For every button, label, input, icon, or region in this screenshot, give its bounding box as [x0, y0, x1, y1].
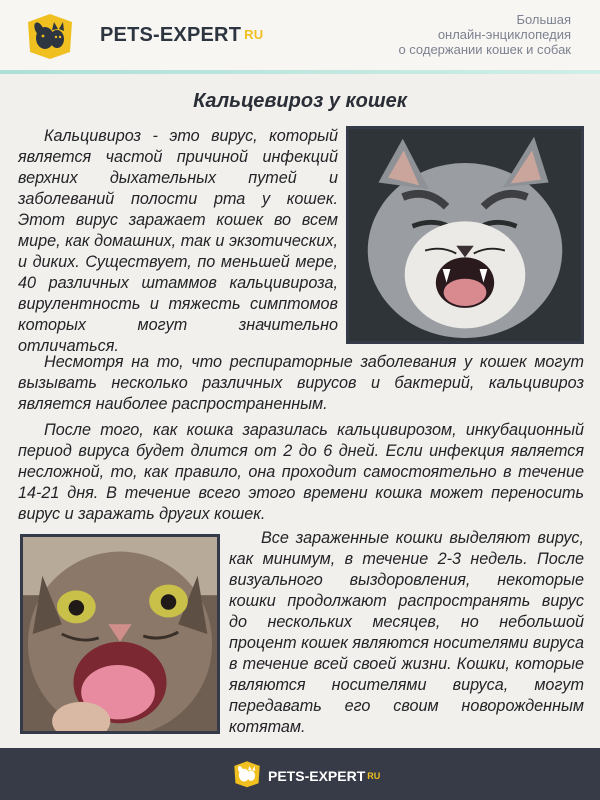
article-paragraph: Несмотря на то, что респираторные заболевания у кошек могут вызывать несколько различных вирусов и бактерий, кальцивироз является наиболее распространенным.	[18, 353, 584, 413]
footer-logo-text[interactable]: PETS-EXPERT RU	[268, 768, 381, 784]
article-paragraph: Все зараженные кошки выделяют вирус, как минимум, в течение 2-3 недель. После визуального выздоровления, некоторые кошки продолжают распространять вирус до нескольких месяцев, но небольшой процент кошек являются носителями вируса в течение всей своей жизни. Кошки, которые являются носителями вируса, могут передавать его своим новорожденным котятам.	[229, 529, 584, 736]
dog-and-cat-logo-icon[interactable]	[232, 760, 262, 788]
site-logo-text[interactable]: PETS-EXPERT RU	[100, 24, 264, 46]
article-paragraph: Кальцивироз - это вирус, который является частой причиной инфекций верхних дыхательных путей и заболеваний полости рта у кошек. Этот вирус заражает кошек во всем мире, как домашних, так и экзотических, и диких. Существует, по меньшей мере, 40 различных штаммов кальцивироза, вирулентность и тяжесть симптомов которых могут значительно отличаться.	[18, 127, 338, 355]
article-paragraph: После того, как кошка заразилась кальцивирозом, инкубационный период вируса будет длится от 2 до 6 дней. Если инфекция является несложной, то, как правило, она проходит самостоятельно в течение 14-21 дня. В течение всего этого времени кошка может переносить вирус и заражать других кошек.	[18, 421, 584, 523]
kitten-photo-1	[346, 126, 584, 344]
article-title: Кальцевироз у кошек	[193, 90, 407, 112]
header-accent-line	[0, 70, 600, 74]
site-tagline: Большая онлайн-энциклопедия о содержании кошек и собак	[398, 12, 571, 57]
kitten-photo-2	[20, 534, 220, 734]
dog-and-cat-logo-icon[interactable]	[24, 12, 76, 60]
